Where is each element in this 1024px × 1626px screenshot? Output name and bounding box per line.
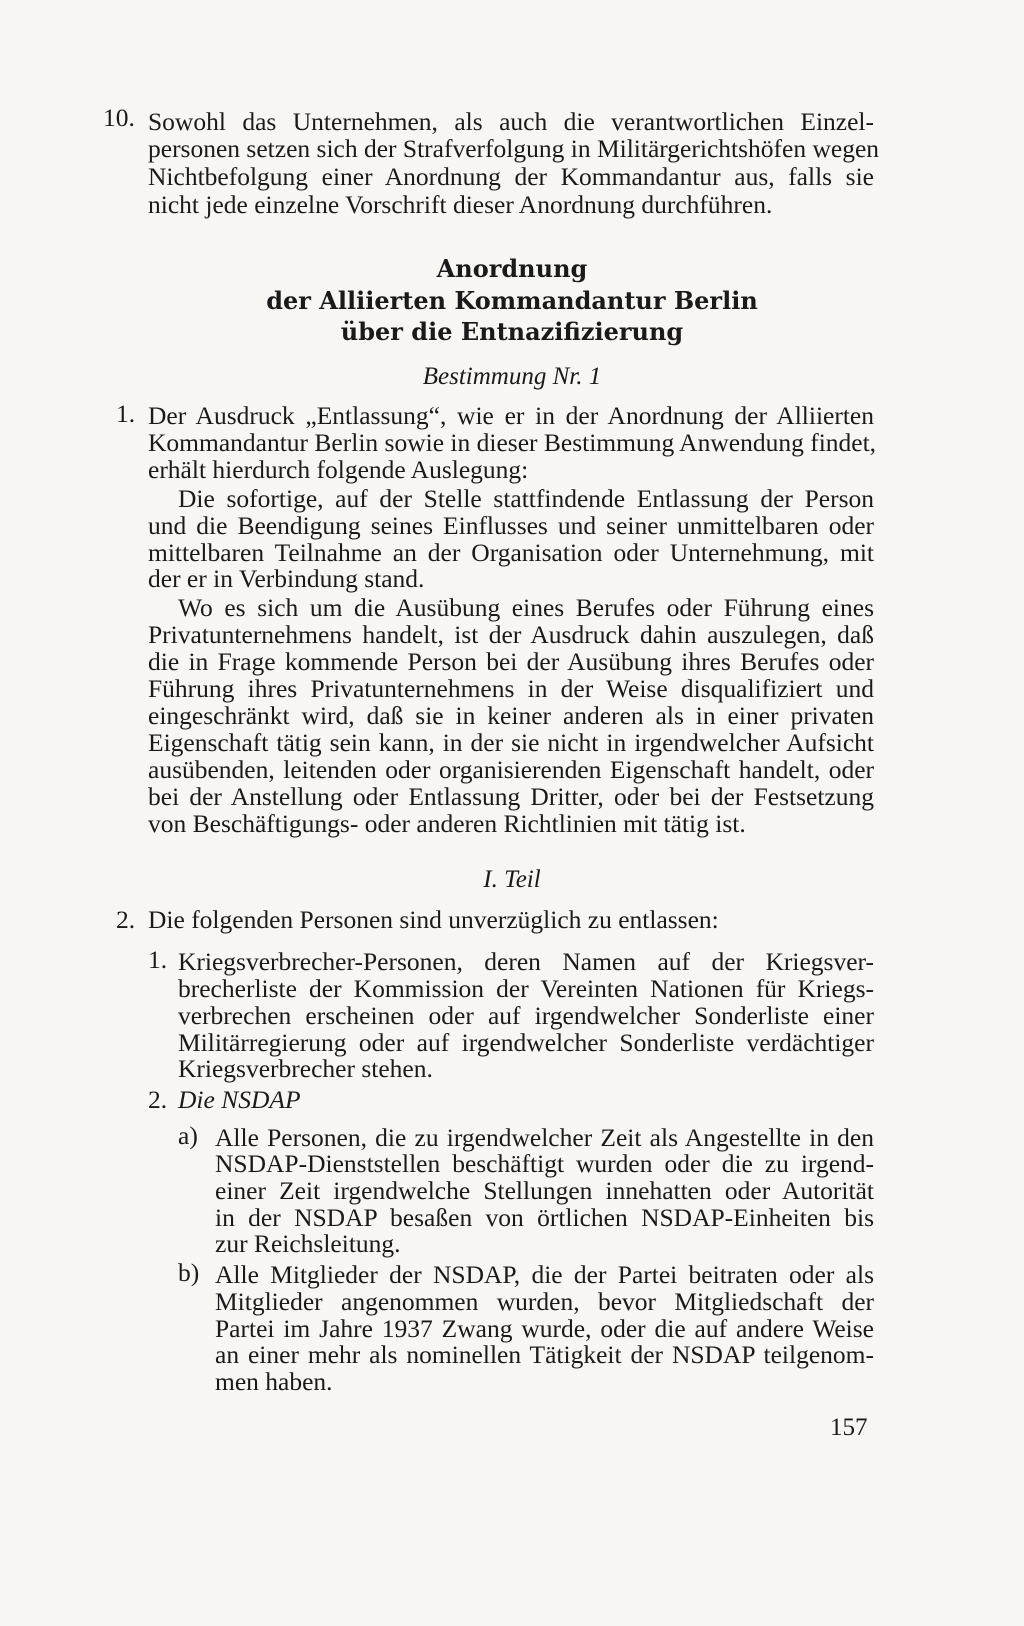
- title-line-3: über die Entnazifizierung: [340, 317, 684, 346]
- item-1-p1-line-3: mittelbaren Teilnahme an der Organisation oder Unternehmung, mit: [148, 538, 874, 567]
- item-2-sub-2-b-line-1: Alle Mitglieder der NSDAP, die der Partei beitraten oder als: [215, 1260, 874, 1289]
- item-1-p2-line-7: ausübenden, leitenden oder organisierenden Eigenschaft handelt, oder: [148, 755, 874, 784]
- item-1-p1-line-4: der er in Verbindung stand.: [148, 564, 425, 593]
- item-1-p2-line-6: Eigenschaft tätig sein kann, in der sie nicht in irgendwelcher Aufsicht: [148, 728, 874, 757]
- item-2-sub-1-line-2: brecherliste der Kommission der Vereinten Nationen für Kriegs-: [178, 974, 874, 1003]
- item-1-line-3: erhält hierdurch folgende Auslegung:: [148, 455, 529, 484]
- item-2-sub-2-heading: Die NSDAP: [178, 1085, 301, 1114]
- item-1-p1-line-1: Die sofortige, auf der Stelle stattfindende Entlassung der Person: [178, 484, 874, 513]
- item-2-sub-2-a-line-2: NSDAP-Dienststellen beschäftigt wurden oder die zu irgend-: [215, 1149, 874, 1178]
- item-1-p2-line-1: Wo es sich um die Ausübung eines Berufes oder Führung eines: [178, 593, 874, 622]
- section-10-line-4: nicht jede einzelne Vorschrift dieser Anordnung durchführen.: [148, 190, 773, 219]
- item-1-p2-line-3: die in Frage kommende Person bei der Ausübung ihres Berufes oder: [148, 647, 874, 676]
- item-2-sub-2-a-line-3: einer Zeit irgendwelche Stellungen innehatten oder Autorität: [215, 1176, 874, 1205]
- item-2-sub-2-number: 2.: [148, 1085, 168, 1114]
- item-2-sub-1-line-4: Militärregierung oder auf irgendwelcher Sonderliste verdächtiger: [178, 1028, 874, 1057]
- item-2-sub-2-b-line-3: Partei im Jahre 1937 Zwang wurde, oder die auf andere Weise: [215, 1314, 874, 1343]
- item-2-sub-2-a-label: a): [178, 1121, 198, 1150]
- subtitle: Bestimmung Nr. 1: [422, 363, 602, 390]
- item-2-sub-1-line-1: Kriegsverbrecher-Personen, deren Namen auf der Kriegsver-: [178, 947, 874, 976]
- title-line-1: Anordnung: [436, 254, 588, 283]
- item-2-intro: Die folgenden Personen sind unverzüglich zu entlassen:: [148, 905, 719, 934]
- section-10-line-2: personen setzen sich der Strafverfolgung in Militärgerichtshöfen wegen: [148, 134, 880, 163]
- item-2-sub-1-line-5: Kriegsverbrecher stehen.: [178, 1054, 433, 1083]
- item-2-sub-2-a-line-5: zur Reichsleitung.: [215, 1229, 401, 1258]
- section-10-number: 10.: [103, 103, 135, 132]
- item-2-sub-1-number: 1.: [148, 945, 168, 974]
- section-10-line-3: Nichtbefolgung einer Anordnung der Kommandantur aus, falls sie: [148, 162, 874, 191]
- item-1-number: 1.: [116, 399, 136, 428]
- item-2-sub-2-a-line-4: in der NSDAP besaßen von örtlichen NSDAP-Einheiten bis: [215, 1203, 874, 1232]
- item-1-p2-line-9: von Beschäftigungs- oder anderen Richtlinien mit tätig ist.: [148, 809, 746, 838]
- part-heading: I. Teil: [483, 866, 541, 893]
- item-2-sub-2-b-line-2: Mitglieder angenommen wurden, bevor Mitgliedschaft der: [215, 1287, 874, 1316]
- item-1-line-1: Der Ausdruck „Entlassung“, wie er in der Anordnung der Alliierten: [148, 401, 874, 430]
- section-10-line-1: Sowohl das Unternehmen, als auch die verantwortlichen Einzel-: [148, 107, 874, 136]
- item-1-p2-line-5: eingeschränkt wird, daß sie in keiner anderen als in einer privaten: [148, 701, 874, 730]
- item-1-p2-line-2: Privatunternehmens handelt, ist der Ausdruck dahin auszulegen, daß: [148, 620, 874, 649]
- item-2-sub-2-b-line-5: men haben.: [215, 1367, 333, 1396]
- item-2-sub-1-line-3: verbrechen erscheinen oder auf irgendwelcher Sonderliste einer: [178, 1001, 874, 1030]
- item-1-p1-line-2: und die Beendigung seines Einflusses und seiner unmittelbaren oder: [148, 511, 874, 540]
- item-2-sub-2-a-line-1: Alle Personen, die zu irgendwelcher Zeit als Angestellte in den: [215, 1123, 874, 1152]
- item-2-sub-2-b-line-4: an einer mehr als nominellen Tätigkeit der NSDAP teilgenom-: [215, 1340, 874, 1369]
- item-2-sub-2-b-label: b): [178, 1258, 200, 1287]
- item-2-number: 2.: [116, 905, 136, 934]
- item-1-p2-line-8: bei der Anstellung oder Entlassung Dritter, oder bei der Festsetzung: [148, 782, 874, 811]
- item-1-p2-line-4: Führung ihres Privatunternehmens in der Weise disqualifiziert und: [148, 674, 874, 703]
- page-number: 157: [830, 1414, 868, 1441]
- item-1-line-2: Kommandantur Berlin sowie in dieser Bestimmung Anwendung findet,: [148, 428, 877, 457]
- title-line-2: der Alliierten Kommandantur Berlin: [266, 286, 758, 315]
